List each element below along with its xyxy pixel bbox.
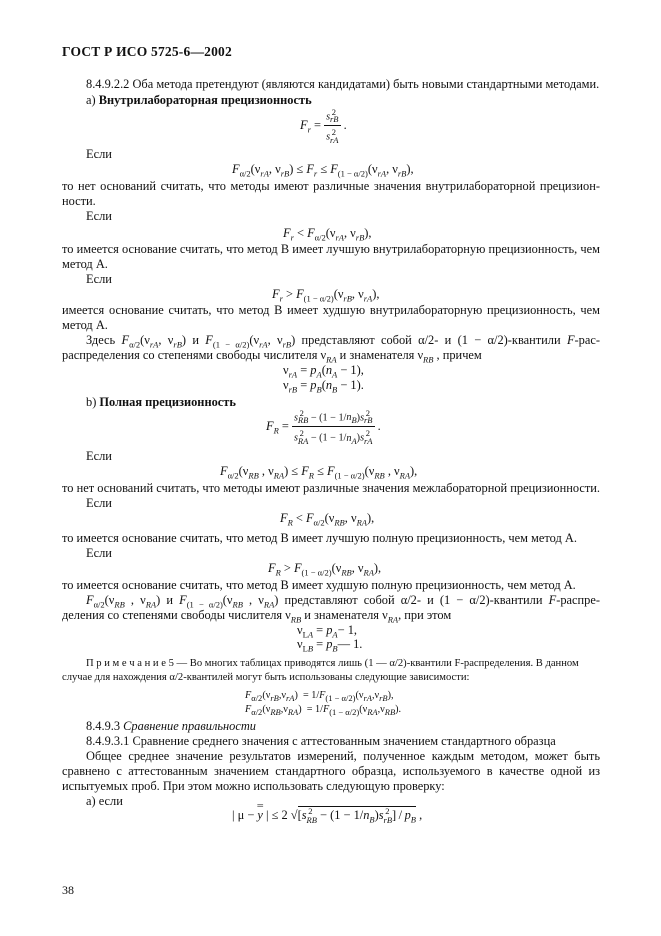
text-esli-2: Если [86, 209, 112, 223]
text-line: то имеется основание считать, что метод B имеет худшую полную прецизионность, чем метод A. [62, 578, 576, 592]
section-number: 8.4.9.3 [86, 719, 124, 733]
text-line: то имеется основание считать, что метод B имеет лучшую внутрилабораторную прецизионность, чем [62, 242, 600, 256]
page-header: ГОСТ Р ИСО 5725-6—2002 [62, 44, 232, 59]
text-line: то нет оснований считать, что методы имеют различные значения межлабораторной прецизионности. [62, 481, 600, 495]
text-line-quantiles: Здесь $F_{\alpha/2}(\nu_{rA}$, $\nu_{rB}$) и $F_{(1 - \alpha/2)}(\nu_{rA}$, $\nu_{rB}$) представляют собой α/2- и (1 − α/2)-квантили F-рас- [86, 333, 600, 350]
text-line: сравнено с аттестованным значением стандартного образца, используемого в качестве одной из [62, 764, 600, 778]
text-line: метод A. [62, 318, 108, 332]
text-line: имеется основание считать, что метод B имеет худшую внутрилабораторную прецизионность, чем [62, 303, 600, 317]
text-line: распределения со степенями свободы числителя $\nu_{RA}$ и знаменателя $\nu_{RB}$ , причем [62, 348, 482, 365]
paragraph-8-4-9-2-2: 8.4.9.2.2 Оба метода претендуют (являются кандидатами) быть новыми стандартными методами. [86, 77, 600, 91]
text-line: ности. [62, 194, 96, 208]
item-a [86, 93, 312, 108]
text-esli-4: Если [86, 449, 112, 463]
text-line: испытуемых проб. При этом можно использовать следующую проверку: [62, 779, 445, 793]
text-line: Общее среднее значение результатов измерений, полученное каждым методом, может быть [86, 749, 600, 763]
note-5-line-2: случае для нахождения α/2-квантилей могут быть использованы следующие зависимости: [62, 672, 470, 683]
formula-nu-rb: $\nu_{rB} = p_B(n_B - 1)$. [283, 378, 364, 395]
page-number: 38 [62, 883, 74, 897]
text-line: то имеется основание считать, что метод B имеет лучшую полную прецизионность, чем метод A. [62, 531, 577, 545]
text-esli-6: Если [86, 546, 112, 560]
text-line: метод A. [62, 257, 108, 271]
item-a-label: а) [86, 93, 99, 107]
formula-condition-4: $F_{\alpha/2}(\nu_{RB}$ , $\nu_{RA}) \le F_R \le F_{(1 - \alpha/2)}(\nu_{RB}$ , $\nu_{RA}$), [220, 464, 418, 481]
formula-condition-2: $F_r < F_{\alpha/2}(\nu_{rA}$, $\nu_{rB}$), [283, 226, 372, 243]
item-b-label: b) [86, 395, 100, 409]
formula-fR: $F_R$ = $\frac{s ^2_{RB} - (1 - 1/n_B)s ^2_{rB}}{s ^2_{RA} - (1 - 1/n_A)s ^2_{rA}}$ . [266, 408, 381, 446]
formula-trueness-check: | μ − y ═ | ≤ 2 √[s $^2_{RB} - (1 - 1/n_B)s$ $^2_{rB}] / p_B$ , [232, 801, 423, 825]
section-8-4-9-3-1: 8.4.9.3.1 Сравнение среднего значения с аттестованным значением стандартного образца [86, 734, 556, 748]
text-line: то нет оснований считать, что методы имеют различные значения внутрилабораторной прецизион- [62, 179, 600, 193]
section-8-4-9-3 [86, 719, 256, 734]
formula-nu-la: $\nu_{LA} = p_A- 1$, [297, 623, 357, 640]
formula-condition-5: $F_R < F_{\alpha/2}(\nu_{RB}$, $\nu_{RA}$), [280, 511, 375, 528]
text-esli-3: Если [86, 272, 112, 286]
text-line-quantiles-2: $F_{\alpha/2}(\nu_{RB}$ , $\nu_{RA}$) и $F_{(1 - \alpha/2)}(\nu_{RB}$ , $\nu_{RA}$) представляют собой α/2- и (1 − α/2)-квантили F-распре- [86, 593, 600, 610]
item-a-if: a) если [86, 794, 123, 808]
section-title: Сравнение правильности [123, 719, 256, 733]
formula-condition-6: $F_R > F_{(1 - \alpha/2)}(\nu_{RB}$, $\nu_{RA}$), [268, 561, 382, 578]
item-b-title: Полная прецизионность [99, 395, 236, 409]
item-b [86, 395, 236, 410]
formula-fr: $F_r$ = $\frac{s ^2_{rB}}{s ^2_{rA}}$ . [300, 107, 347, 145]
text-line: деления со степенями свободы числителя $\nu_{RB}$ и знаменателя $\nu_{RA}$, при этом [62, 608, 452, 625]
formula-note-1: $F_{\alpha/2}(\nu_{rB},\nu_{rA}) = 1/F_{(1 - \alpha/2)}(\nu_{rA},\nu_{rB})$, [245, 690, 394, 704]
item-a-title: Внутрилабораторная прецизионность [98, 93, 312, 107]
text-esli-5: Если [86, 496, 112, 510]
formula-nu-ra: $\nu_{rA} = p_A(n_A - 1)$, [283, 363, 364, 380]
formula-note-2: $F_{\alpha/2}(\nu_{RB},\nu_{RA}) = 1/F_{(1 - \alpha/2)}(\nu_{RA},\nu_{RB})$. [245, 704, 402, 718]
note-5-line-1: П р и м е ч а н и е 5 — Во многих таблицах приводятся лишь (1 — α/2)-квантили F-распределения. В данном [86, 658, 579, 669]
formula-condition-3: $F_r > F_{(1 - \alpha/2)}(\nu_{rB}$, $\nu_{rA}$), [272, 287, 380, 304]
text-esli-1: Если [86, 147, 112, 161]
formula-condition-1: $F_{\alpha/2}(\nu_{rA}$, $\nu_{rB}) \le F_r \le F_{(1 - \alpha/2)}(\nu_{rA}$, $\nu_{rB}$), [232, 162, 414, 179]
formula-nu-lb: $\nu_{LB}$ = $p_B—$ 1. [297, 637, 363, 654]
